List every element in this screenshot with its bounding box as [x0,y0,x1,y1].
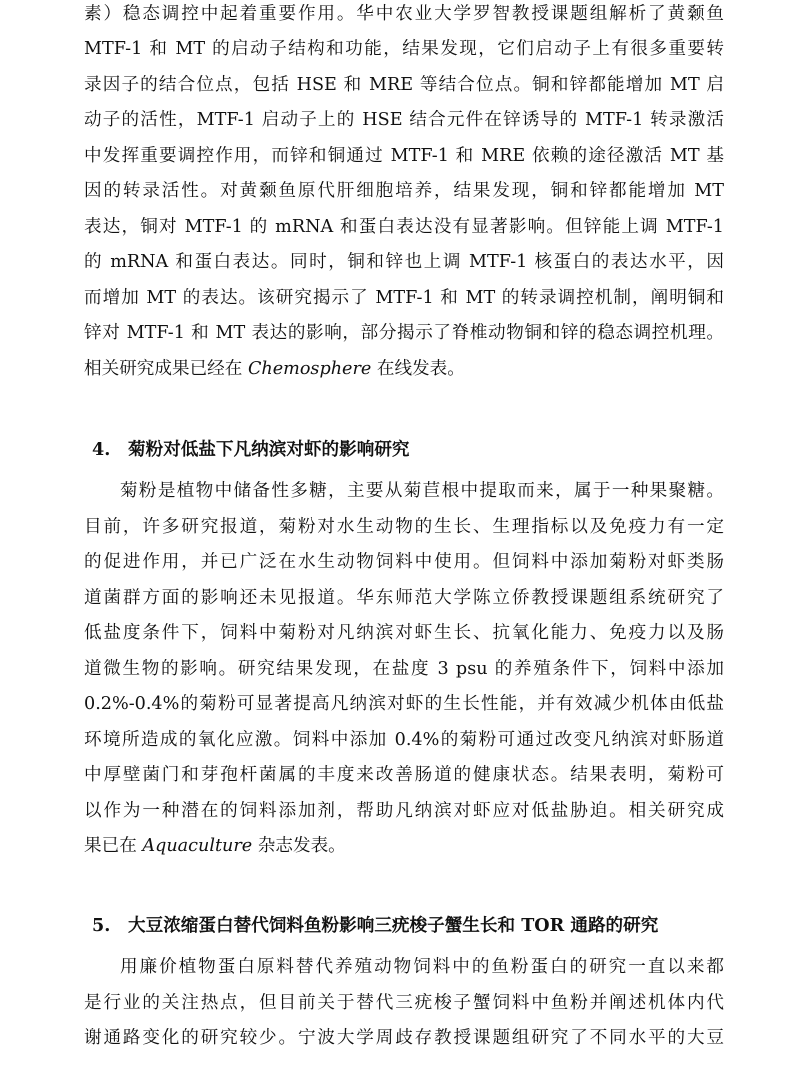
journal-name: Aquaculture [142,836,253,856]
paragraph-line: 中厚壁菌门和芽孢杆菌属的丰度来改善肠道的健康状态。结果表明，菊粉可 [84,765,724,785]
section-number: 5. [92,915,111,936]
text-span: 相关研究成果已经在 [84,359,248,379]
paragraph-line: MTF-1 和 MT 的启动子结构和功能，结果发现，它们启动子上有很多重要转 [84,39,724,59]
text-span: 果已在 [84,836,143,856]
paragraph-line: 0.2%-0.4%的菊粉可显著提高凡纳滨对虾的生长性能，并有效减少机体由低盐 [84,694,724,714]
paragraph-last-line [84,355,724,383]
paragraph-line: 动子的活性，MTF-1 启动子上的 HSE 结合元件在锌诱导的 MTF-1 转录激活 [84,110,724,130]
paragraph-first-line: 菊粉是植物中储备性多糖，主要从菊苣根中提取而来，属于一种果聚糖。 [120,481,724,501]
paragraph-line: 目前，许多研究报道，菊粉对水生动物的生长、生理指标以及免疫力有一定 [84,517,724,537]
text-span: 在线发表。 [371,359,465,379]
paragraph-line: 而增加 MT 的表达。该研究揭示了 MTF-1 和 MT 的转录调控机制，阐明铜和 [84,288,724,308]
paragraph-line: 中发挥重要调控作用，而锌和铜通过 MTF-1 和 MRE 依赖的途径激活 MT 基 [84,146,724,166]
paragraph-last-line [84,832,724,860]
paragraph-first-line: 用廉价植物蛋白原料替代养殖动物饲料中的鱼粉蛋白的研究一直以来都 [120,957,724,977]
paragraph-line: 录因子的结合位点，包括 HSE 和 MRE 等结合位点。铜和锌都能增加 MT 启 [84,75,724,95]
paragraph-line: 环境所造成的氧化应激。饲料中添加 0.4%的菊粉可通过改变凡纳滨对虾肠道 [84,730,724,750]
section-heading-4 [92,436,410,464]
paragraph-line: 表达，铜对 MTF-1 的 mRNA 和蛋白表达没有显著影响。但锌能上调 MTF-1 [84,217,724,237]
section-title: 大豆浓缩蛋白替代饲料鱼粉影响三疣梭子蟹生长和 TOR 通路的研究 [128,915,659,936]
text-span: 杂志发表。 [252,836,346,856]
section-title: 菊粉对低盐下凡纳滨对虾的影响研究 [128,439,410,460]
paragraph-line: 道菌群方面的影响还未见报道。华东师范大学陈立侨教授课题组系统研究了 [84,588,724,608]
paragraph-line: 以作为一种潜在的饲料添加剂，帮助凡纳滨对虾应对低盐胁迫。相关研究成 [84,801,724,821]
paragraph-line: 是行业的关注热点，但目前关于替代三疣梭子蟹饲料中鱼粉并阐述机体内代 [84,993,724,1013]
section-number: 4. [92,439,111,460]
paragraph-line: 道微生物的影响。研究结果发现，在盐度 3 psu 的养殖条件下，饲料中添加 [84,659,724,679]
paragraph-line: 谢通路变化的研究较少。宁波大学周歧存教授课题组研究了不同水平的大豆 [84,1028,724,1048]
paragraph-line: 锌对 MTF-1 和 MT 表达的影响，部分揭示了脊椎动物铜和锌的稳态调控机理。 [84,323,724,343]
paragraph-line: 因的转录活性。对黄颡鱼原代肝细胞培养，结果发现，铜和锌都能增加 MT [84,181,724,201]
section-heading-5 [92,912,658,940]
paragraph-line: 素）稳态调控中起着重要作用。华中农业大学罗智教授课题组解析了黄颡鱼 [84,4,724,24]
paragraph-line: 的 mRNA 和蛋白表达。同时，铜和锌也上调 MTF-1 核蛋白的表达水平，因 [84,252,724,272]
paragraph-line: 低盐度条件下，饲料中菊粉对凡纳滨对虾生长、抗氧化能力、免疫力以及肠 [84,623,724,643]
paragraph-line: 的促进作用，并已广泛在水生动物饲料中使用。但饲料中添加菊粉对虾类肠 [84,552,724,572]
journal-name: Chemosphere [247,359,372,379]
